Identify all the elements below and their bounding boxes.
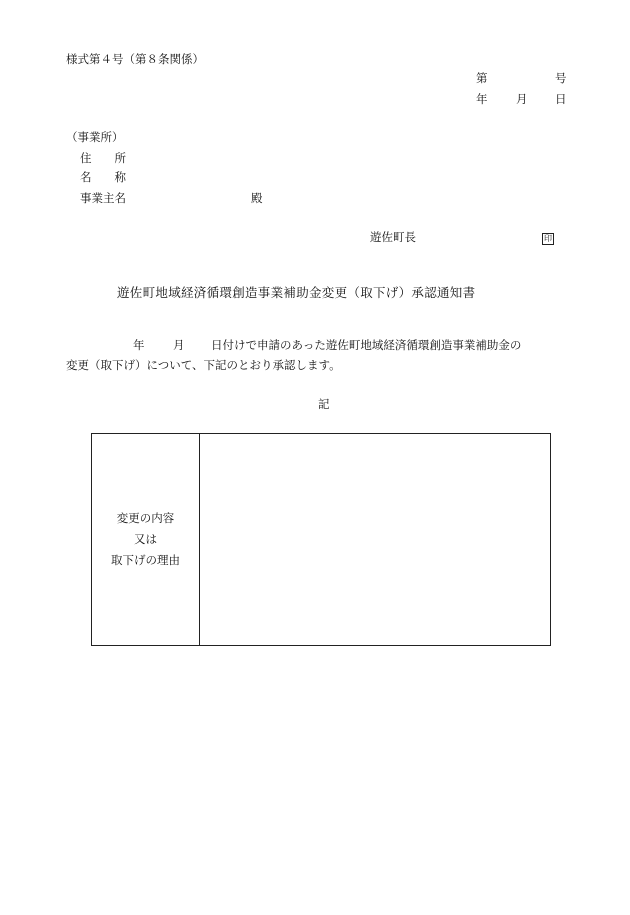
label-line-reason: 取下げの理由: [111, 553, 180, 567]
addressee-office: （事業所）: [66, 130, 124, 144]
owner-label: 事業主名: [80, 191, 126, 205]
name-label: 名 称: [80, 170, 126, 184]
number-suffix: 号: [555, 71, 567, 85]
address-label: 住 所: [80, 151, 126, 165]
label-line-or: 又は: [134, 532, 157, 546]
body-line2: 変更（取下げ）について、下記のとおり承認します。: [66, 358, 341, 372]
body-line1: 日付けで申請のあった遊佐町地域経済循環創造事業補助金の: [211, 338, 522, 352]
issuer-title: 遊佐町長: [370, 230, 416, 244]
seal-icon: 印: [544, 234, 552, 243]
label-line-content: 変更の内容: [116, 511, 175, 525]
number-prefix: 第: [476, 71, 488, 85]
ki-heading: 記: [318, 397, 330, 411]
body-month: 月: [173, 338, 185, 352]
seal-mark: [542, 232, 554, 245]
document-title: 遊佐町地域経済循環創造事業補助金変更（取下げ）承認通知書: [117, 285, 476, 300]
table-label-cell: [92, 434, 199, 645]
body-year: 年: [133, 338, 145, 352]
table-content-cell[interactable]: [200, 434, 550, 645]
date-month: 月: [516, 92, 528, 106]
date-year: 年: [476, 92, 488, 106]
date-day: 日: [555, 92, 567, 106]
detail-table: [91, 433, 551, 646]
honorific: 殿: [251, 191, 263, 205]
form-reference: 様式第４号（第８条関係）: [66, 52, 204, 66]
